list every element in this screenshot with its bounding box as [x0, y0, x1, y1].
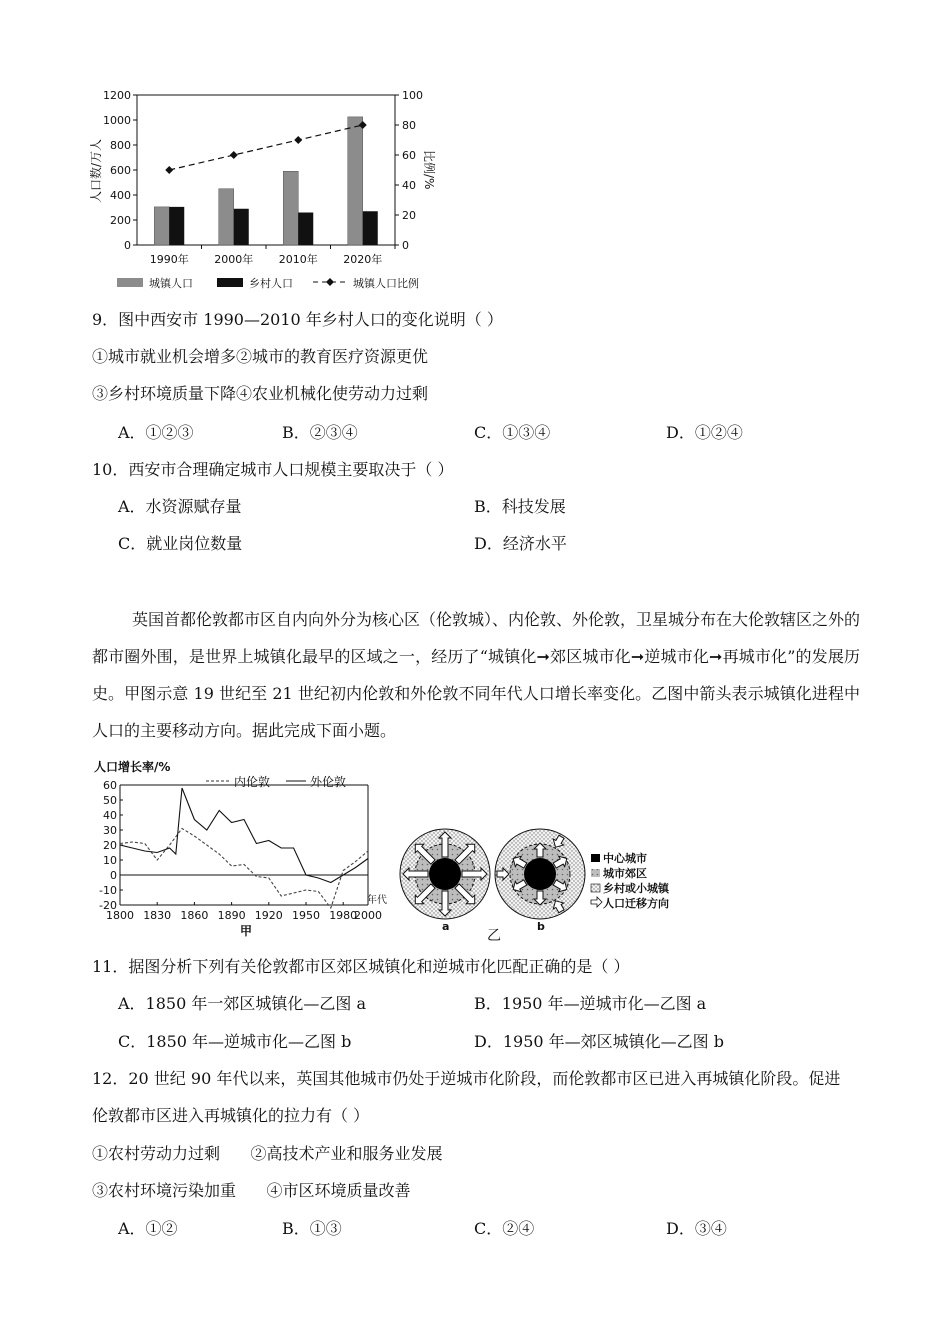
london-growth-chart — [88, 755, 393, 940]
passage-text: 英国首都伦敦都市区自内向外分为核心区（伦敦城）、内伦敦、外伦敦，卫星城分布在大伦敦辖区之外的都市圈外围，是世界上城镇化最早的区域之一，经历了“城镇化➞郊区城市化➞逆城市化➞再城市化”的发展历史。甲图示意 19 世纪至 21 世纪初内伦敦和外伦敦不同年代人口增长率变化。乙图中箭头表示城镇化进程中人口的主要移动方向。据此完成下面小题。 — [92, 610, 861, 740]
q9-option-d[interactable]: D．①②④ — [666, 423, 743, 442]
x-tick-label: 2000 — [354, 909, 382, 922]
ratio-point — [294, 136, 302, 144]
y-tick-label: 1000 — [103, 114, 131, 127]
q10-option-b[interactable]: B．科技发展 — [474, 497, 566, 516]
x-tick-label: 1800 — [106, 909, 134, 922]
reading-passage — [92, 601, 860, 749]
x-tick-label: 1950 — [292, 909, 320, 922]
chart2-title: 甲 — [240, 924, 253, 938]
q9-option-b[interactable]: B．②③④ — [282, 423, 358, 442]
x-tick-label: 2020年 — [343, 253, 383, 266]
chart2-ylabel: 人口增长率/% — [94, 760, 171, 774]
y-tick-label: 200 — [110, 214, 131, 227]
y-tick-label: -20 — [99, 899, 117, 912]
diagram-label-b: b — [537, 920, 545, 933]
x-tick-label: 2000年 — [214, 253, 254, 266]
x-tick-label: 1980 — [329, 909, 358, 922]
q12-option-d[interactable]: D．③④ — [666, 1219, 727, 1238]
bar-rural — [169, 207, 184, 245]
legend-swatch-center — [591, 854, 600, 862]
legend-rural-town: 乡村或小城镇 — [603, 882, 669, 895]
legend-swatch-rural — [591, 884, 600, 892]
q11-option-c[interactable]: C．1850 年—逆城市化—乙图 b — [118, 1032, 352, 1051]
diagram-legend — [591, 851, 670, 910]
inner-london-line — [120, 829, 368, 909]
y-tick-label: 0 — [124, 239, 131, 252]
x-tick-label: 1890 — [217, 909, 246, 922]
legend-outer-london: 外伦敦 — [310, 775, 347, 789]
q12-statements-2: ③农村环境污染加重 ④市区环境质量改善 — [92, 1181, 411, 1200]
chart1-ylabel: 人口数/万人 — [89, 138, 103, 203]
legend-migration: 人口迁移方向 — [603, 897, 669, 910]
bar-rural — [363, 211, 378, 245]
y2-tick-label: 60 — [402, 149, 416, 162]
diagram-label-a: a — [442, 920, 450, 933]
diagram-a — [400, 829, 490, 933]
y-tick-label: 10 — [103, 854, 117, 867]
chart2-legend — [206, 774, 346, 789]
chart1-y2label: 比例/% — [422, 150, 436, 190]
q9-option-c[interactable]: C．①③④ — [474, 423, 551, 442]
x-tick-label: 2010年 — [278, 253, 318, 266]
bar-rural — [234, 209, 249, 245]
y2-tick-label: 100 — [402, 89, 423, 102]
legend-urban: 城镇人口 — [149, 277, 193, 290]
chart2-xlabel: 年代 — [367, 895, 387, 906]
legend-swatch-urban — [117, 278, 143, 287]
chart1-legend — [117, 276, 419, 290]
y-tick-label: -10 — [99, 884, 117, 897]
y2-tick-label: 20 — [402, 209, 416, 222]
legend-swatch-rural — [217, 278, 243, 287]
q9-statements-2: ③乡村环境质量下降④农业机械化使劳动力过剩 — [92, 384, 429, 403]
legend-suburb: 城市郊区 — [603, 867, 647, 880]
x-tick-label: 1990年 — [149, 253, 189, 266]
x-tick-label: 1920 — [254, 909, 283, 922]
y2-tick-label: 40 — [402, 179, 416, 192]
y-tick-label: 30 — [103, 824, 117, 837]
x-tick-label: 1860 — [180, 909, 209, 922]
y-tick-label: 50 — [103, 794, 117, 807]
y-tick-label: 20 — [103, 839, 117, 852]
y-tick-label: 400 — [110, 189, 131, 202]
y-tick-label: 40 — [103, 809, 117, 822]
q12-stem-2: 伦敦都市区进入再城镇化的拉力有（ ） — [92, 1106, 370, 1125]
bar-urban — [348, 117, 363, 245]
y-tick-label: 1200 — [103, 89, 131, 102]
legend-arrow-icon — [591, 897, 602, 907]
y-tick-label: 0 — [110, 869, 117, 882]
legend-ratio: 城镇人口比例 — [353, 277, 419, 290]
bar-urban — [154, 207, 169, 245]
xian-population-chart — [85, 85, 465, 295]
q11-option-a[interactable]: A．1850 年一郊区城镇化—乙图 a — [118, 994, 366, 1013]
ratio-point — [165, 166, 173, 174]
q12-option-c[interactable]: C．②④ — [474, 1219, 535, 1238]
q11-option-d[interactable]: D．1950 年—郊区城镇化—乙图 b — [474, 1032, 724, 1051]
bar-rural — [298, 213, 313, 246]
ratio-point — [230, 151, 238, 159]
bar-urban — [283, 171, 298, 245]
legend-center-city: 中心城市 — [603, 852, 647, 865]
q10-option-c[interactable]: C．就业岗位数量 — [118, 534, 243, 553]
legend-inner-london: 内伦敦 — [234, 775, 271, 789]
q10-option-a[interactable]: A．水资源赋存量 — [118, 497, 242, 516]
bar-urban — [219, 189, 234, 245]
q11-stem: 11．据图分析下列有关伦敦都市区郊区城镇化和逆城市化匹配正确的是（ ） — [92, 957, 630, 976]
q11-option-b[interactable]: B．1950 年—逆城市化—乙图 a — [474, 994, 707, 1013]
x-tick-label: 1830 — [143, 909, 172, 922]
y2-tick-label: 0 — [402, 239, 409, 252]
diagram-caption: 乙 — [487, 928, 501, 944]
q10-option-d[interactable]: D．经济水平 — [474, 534, 567, 553]
q9-stem: 9．图中西安市 1990—2010 年乡村人口的变化说明（ ） — [92, 310, 503, 329]
ratio-line — [169, 125, 363, 170]
legend-swatch-suburb — [591, 869, 600, 877]
y-tick-label: 600 — [110, 164, 131, 177]
q9-option-a[interactable]: A．①②③ — [118, 423, 194, 442]
diagram-b — [495, 829, 585, 933]
q12-stem-1: 12．20 世纪 90 年代以来，英国其他城市仍处于逆城市化阶段，而伦敦都市区已进入再城镇化阶段。促进 — [92, 1069, 841, 1088]
legend-rural: 乡村人口 — [249, 277, 293, 290]
q9-statements-1: ①城市就业机会增多②城市的教育医疗资源更优 — [92, 347, 429, 366]
urbanization-diagram — [395, 822, 695, 947]
q12-option-b[interactable]: B．①③ — [282, 1219, 342, 1238]
chart2-axes — [120, 785, 368, 905]
q12-statements-1: ①农村劳动力过剩 ②高技术产业和服务业发展 — [92, 1144, 443, 1163]
q12-option-a[interactable]: A．①② — [118, 1219, 178, 1238]
outer-london-line — [120, 788, 368, 883]
y-tick-label: 800 — [110, 139, 131, 152]
q10-stem: 10．西安市合理确定城市人口规模主要取决于（ ） — [92, 460, 454, 479]
y2-tick-label: 80 — [402, 119, 416, 132]
legend-diamond — [326, 278, 334, 286]
y-tick-label: 60 — [103, 779, 117, 792]
